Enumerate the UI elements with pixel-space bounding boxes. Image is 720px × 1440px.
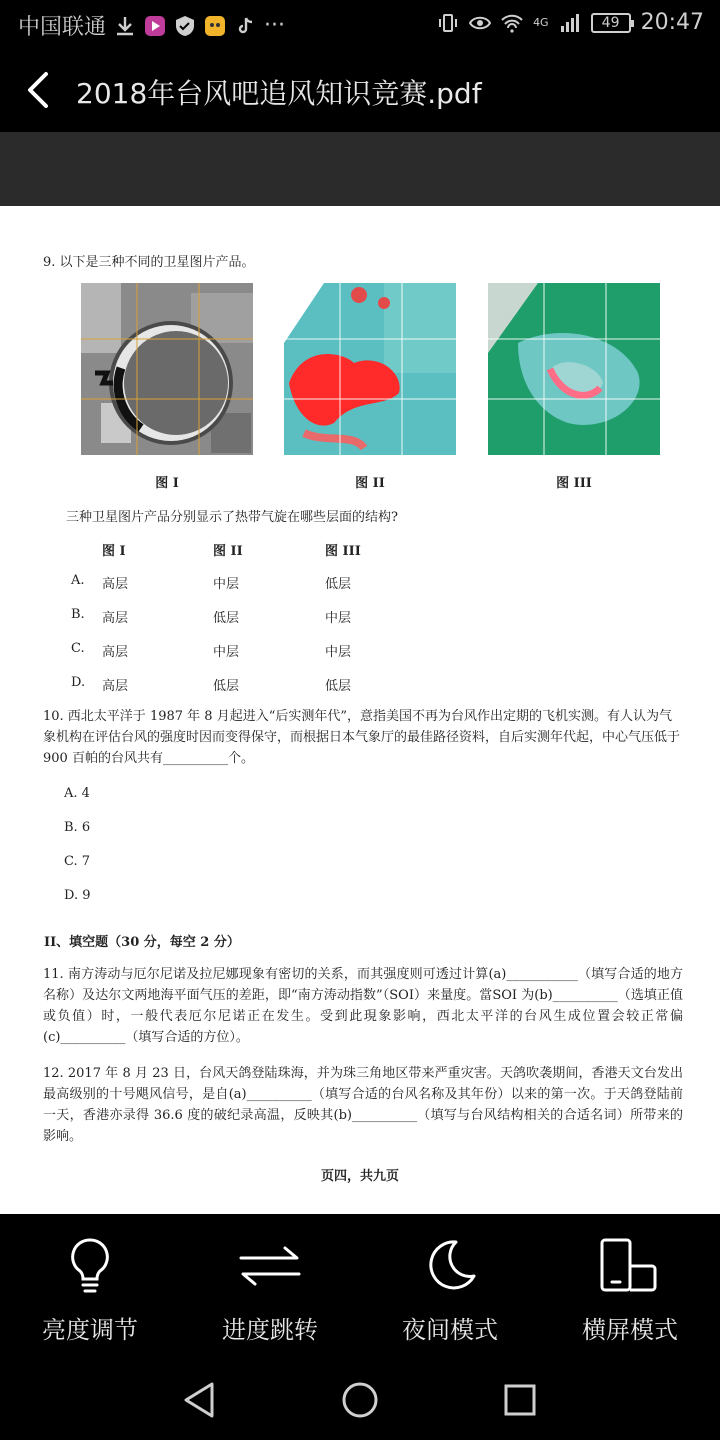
document-title: 2018年台风吧追风知识竞赛.pdf [76,77,482,110]
satellite-image-1 [81,283,253,455]
option-cell: 低层 [325,679,352,694]
column-header-1: 图 I [102,544,126,559]
recents-square-icon[interactable] [500,1380,540,1420]
back-arrow-icon[interactable] [18,68,62,112]
video-app-icon [144,15,166,37]
question-12-text: 12. 2017 年 8 月 23 日，台风天鸽登陆珠海，并为珠三角地区带来严重灾害。天鸽吹袭期间，香港天文台发出最高级别的十号飓风信号，是自(a)__________（填写合适的台风名称及其年份）以来的第一次。于天鸽登陆前一天，香港亦录得 36.6 度的破纪录高温，反映其(b)__________（填写与台风结构相关的合适名词）所带来的影响。 [43,1066,683,1144]
option-letter: D. [71,675,86,690]
home-circle-icon[interactable] [340,1380,380,1420]
navigation-bar [0,1354,720,1440]
tiktok-icon [234,15,256,37]
option-cell: 高层 [102,577,129,592]
figure-caption-3: 图 III [556,476,592,491]
page-number: 页四，共九页 [320,1169,399,1184]
figure-caption-2: 图 II [355,476,385,491]
option-letter: C. [71,641,85,656]
shield-check-icon [174,15,196,37]
q10-option: C. 7 [64,854,91,869]
lightbulb-icon [65,1236,115,1296]
satellite-image-2 [284,283,456,455]
clock: 20:47 [640,10,704,35]
option-cell: 中层 [213,577,240,592]
question-9-prompt: 9. 以下是三种不同的卫星图片产品。 [43,255,255,270]
title-bar [0,50,720,132]
question-9-text: 三种卫星图片产品分别显示了热带气旋在哪些层面的结构? [66,510,398,525]
q10-option: A. 4 [64,786,90,801]
battery-indicator: 49 [591,13,631,33]
vibrate-icon [437,12,459,34]
option-cell: 中层 [325,611,352,626]
option-cell: 低层 [213,679,240,694]
option-cell: 高层 [102,679,129,694]
satellite-image-3 [488,283,660,455]
option-letter: B. [71,607,85,622]
brightness-label: 亮度调节 [42,1316,138,1344]
night-mode-button[interactable] [360,1214,540,1354]
option-cell: 高层 [102,645,129,660]
option-cell: 低层 [213,611,240,626]
rotate-phone-icon [598,1236,662,1296]
question-11-text: 11. 南方涛动与厄尔尼诺及拉尼娜现象有密切的关系，而其强度则可透过计算(a)___________（填写合适的地方名称）及达尔文两地海平面气压的差距，即“南方涛动指数”（SOI）来量度。當SOI 为(b)__________（选填正值或负值）时，一般代表厄尔尼诺正在发生。受到此現象影响，西北太平洋的台风生成位置会较正常偏(c)__________（填写合适的方位）。 [43,967,683,1045]
option-cell: 中层 [325,645,352,660]
option-cell: 高层 [102,611,129,626]
option-letter: A. [71,573,85,588]
figure-caption-1: 图 I [155,476,179,491]
landscape-mode-button[interactable] [540,1214,720,1354]
jump-progress-button[interactable] [180,1214,360,1354]
jump-progress-label: 进度跳转 [222,1316,318,1344]
swap-arrows-icon [237,1236,303,1296]
night-mode-label: 夜间模式 [402,1316,498,1344]
landscape-mode-label: 横屏模式 [582,1316,678,1344]
pdf-page[interactable] [0,206,720,1214]
q10-option: B. 6 [64,820,91,835]
status-left [18,10,285,41]
status-right [437,10,704,35]
brightness-button[interactable] [0,1214,180,1354]
option-cell: 低层 [325,577,352,592]
download-icon [114,15,136,37]
moon-icon [422,1236,478,1296]
network-type: 4G [533,16,549,29]
column-header-3: 图 III [325,544,361,559]
section-title: II、填空题（30 分，每空 2 分） [44,935,240,950]
toolbar-spacer [0,132,720,206]
app-face-icon [204,15,226,37]
reader-toolbar [0,1214,720,1354]
status-bar [0,0,720,50]
q10-option: D. 9 [64,888,91,903]
eye-icon [469,12,491,34]
carrier-name: 中国联通 [18,15,107,40]
more-dots-icon: ··· [264,13,285,38]
option-cell: 中层 [213,645,240,660]
back-triangle-icon[interactable] [180,1380,220,1420]
question-10-text: 10. 西北太平洋于 1987 年 8 月起进入“后实测年代”，意指美国不再为台风作出定期的飞机实测。有人认为气象机构在评估台风的强度时因而变得保守，而根据日本气象厅的最佳路径资料，自后实测年代起，中心气压低于 900 百帕的台风共有__________个。 [43,709,681,766]
wifi-icon [501,12,523,34]
signal-icon [559,12,581,34]
column-header-2: 图 II [213,544,243,559]
